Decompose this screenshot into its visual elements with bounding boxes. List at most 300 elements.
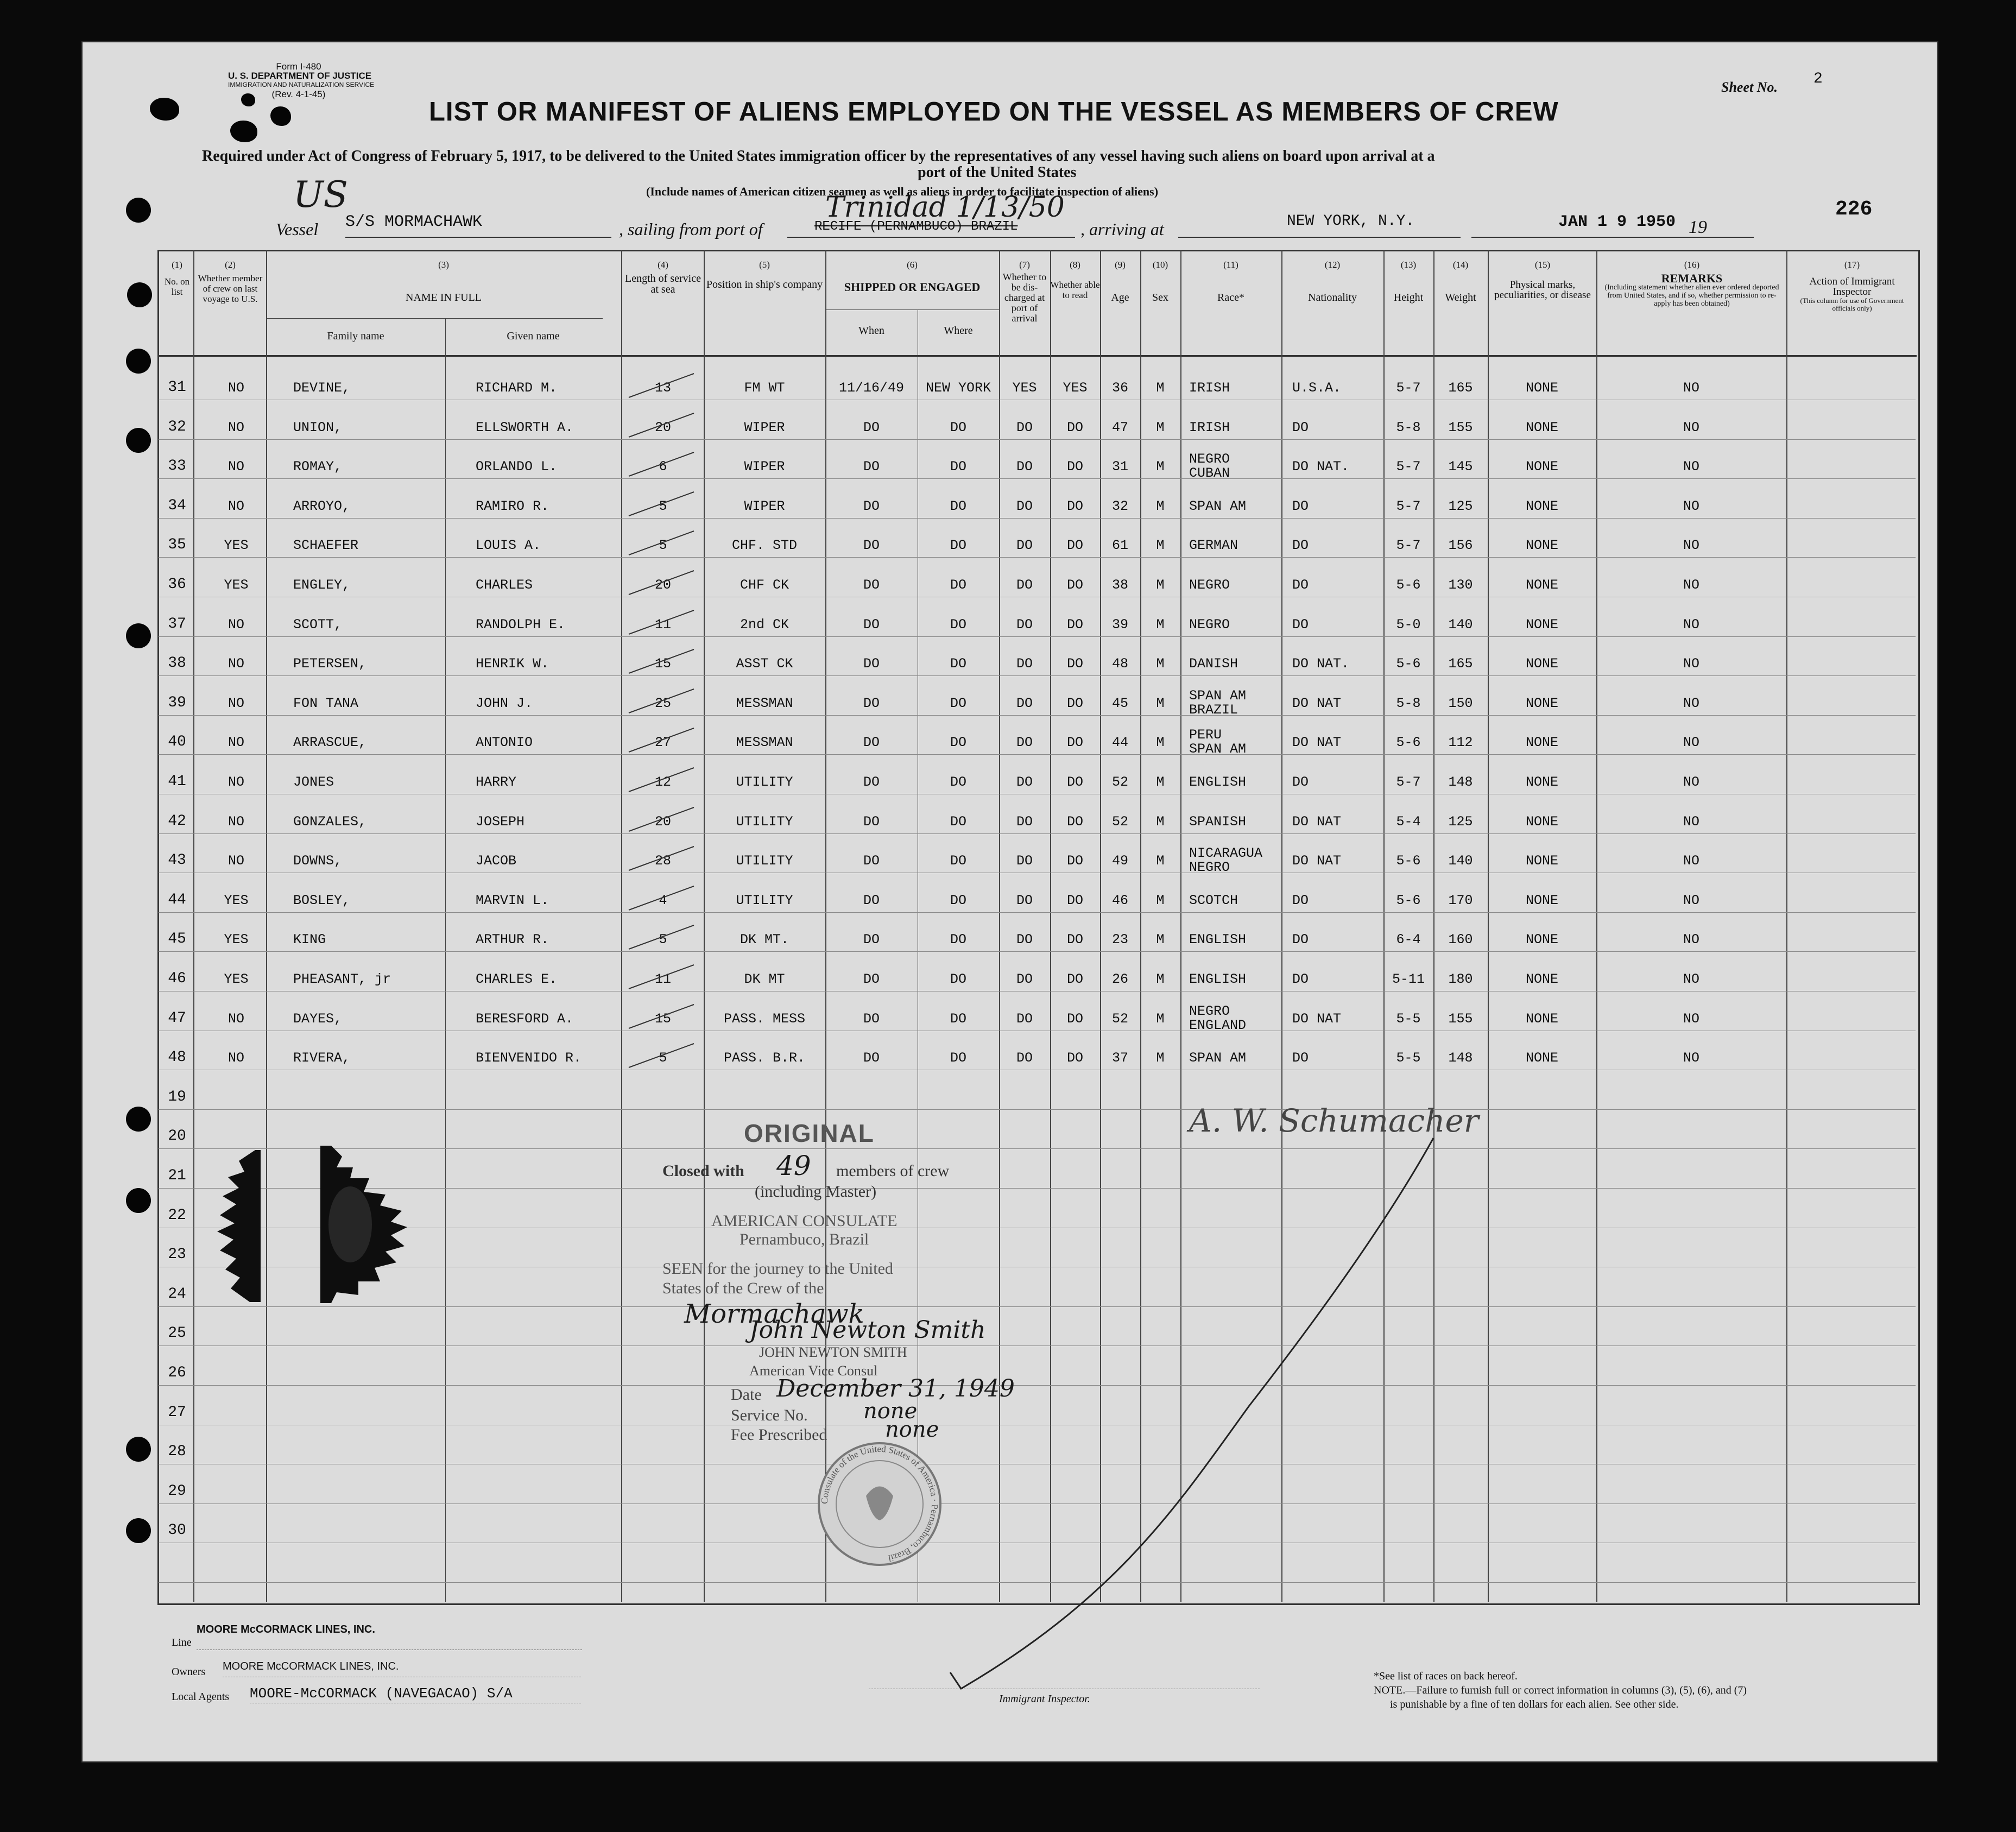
cell-position: WIPER — [744, 498, 785, 514]
cell-nat: DO NAT — [1292, 735, 1342, 751]
service-name: IMMIGRATION AND NATURALIZATION SERVICE — [228, 81, 375, 89]
cell-when: DO — [863, 1050, 880, 1066]
cell-family: SCOTT, — [293, 616, 343, 633]
fee-label: Fee Prescribed — [731, 1426, 827, 1444]
cell-where: DO — [950, 616, 966, 633]
row-number: 32 — [168, 418, 186, 435]
row-number: 42 — [168, 812, 186, 830]
cell-disch: DO — [1016, 1010, 1033, 1027]
row-number: 39 — [168, 694, 186, 711]
cell-disch: DO — [1016, 459, 1033, 475]
cell-marks: NONE — [1525, 498, 1558, 514]
cell-sex: M — [1156, 774, 1165, 790]
cell-age: 49 — [1111, 853, 1128, 869]
cell-marks: NONE — [1525, 774, 1558, 790]
consulate-seal — [814, 1439, 945, 1569]
cell-family: BOSLEY, — [293, 892, 351, 908]
cell-given: ANTONIO — [476, 735, 533, 751]
sailing-label: , sailing from port of — [619, 219, 763, 239]
port-underline — [787, 237, 1075, 238]
cell-nat: DO NAT. — [1292, 656, 1350, 672]
revision: (Rev. 4-1-45) — [271, 89, 326, 99]
cell-height: 5-6 — [1396, 656, 1421, 672]
cell-disch: DO — [1016, 419, 1033, 435]
cell-marks: NONE — [1525, 1050, 1558, 1066]
cell-position: ASST CK — [736, 656, 793, 672]
cell-remarks: NO — [1683, 971, 1699, 987]
cell-read: DO — [1066, 577, 1083, 593]
cell-age: 45 — [1111, 695, 1128, 711]
cell-sex: M — [1156, 1050, 1165, 1066]
tally-slash — [623, 606, 699, 639]
consul-name: JOHN NEWTON SMITH — [759, 1344, 907, 1360]
arriving-port: NEW YORK, N.Y. — [1287, 213, 1415, 230]
cell-disch: DO — [1016, 892, 1033, 908]
cell-read: DO — [1066, 656, 1083, 672]
cell-read: DO — [1066, 813, 1083, 830]
punch-hole — [126, 1437, 151, 1462]
cell-race-line2: BRAZIL — [1189, 702, 1238, 718]
cell-when: 11/16/49 — [838, 380, 905, 396]
sailing-port: RECIFE (PERNAMBUCO) BRAZIL — [814, 219, 1018, 234]
cell-service: 11 — [654, 971, 671, 987]
col-header-marks: (15) Physical marks, peculiarities, or disease — [1494, 260, 1591, 301]
cell-race-line2: NEGRO — [1189, 860, 1230, 876]
cell-prev: NO — [227, 695, 244, 711]
cell-read: DO — [1066, 1050, 1083, 1066]
cell-race: SPAN AM — [1189, 687, 1247, 704]
cell-given: RANDOLPH E. — [476, 616, 566, 633]
cell-race-line2: CUBAN — [1189, 465, 1230, 482]
cell-where: DO — [950, 971, 966, 987]
cell-service: 5 — [659, 1050, 667, 1066]
closed-with-label: Closed with — [662, 1162, 744, 1180]
row-number: 43 — [168, 852, 186, 869]
cell-weight: 125 — [1448, 813, 1473, 830]
cell-remarks: NO — [1683, 1010, 1699, 1027]
cell-service: 5 — [659, 498, 667, 514]
cell-read: DO — [1066, 538, 1083, 554]
col-line — [1488, 250, 1489, 1602]
cell-given: JACOB — [476, 853, 517, 869]
cell-disch: DO — [1016, 577, 1033, 593]
cell-weight: 130 — [1448, 577, 1473, 593]
row-rule — [159, 518, 1916, 519]
sheet-label: Sheet No. — [1721, 79, 1778, 95]
cell-given: CHARLES — [476, 577, 533, 593]
members-label: members of crew — [836, 1162, 950, 1180]
cell-age: 32 — [1111, 498, 1128, 514]
cell-nat: DO NAT — [1292, 813, 1342, 830]
col-header-read: (8) Whether able to read — [1050, 260, 1100, 300]
cell-where: DO — [950, 735, 966, 751]
row-number: 38 — [168, 655, 186, 672]
cell-age: 31 — [1111, 459, 1128, 475]
col-header-given: Given name — [507, 330, 560, 342]
cell-prev: YES — [224, 971, 249, 987]
cell-read: DO — [1066, 735, 1083, 751]
cell-service: 20 — [654, 577, 671, 593]
cell-sex: M — [1156, 538, 1165, 554]
row-number: 35 — [168, 536, 186, 554]
cell-disch: DO — [1016, 695, 1033, 711]
original-stamp: ORIGINAL — [744, 1119, 875, 1147]
cell-position: UTILITY — [736, 813, 793, 830]
col-line — [704, 250, 705, 1602]
cell-height: 5-8 — [1396, 419, 1421, 435]
cell-sex: M — [1156, 498, 1165, 514]
cell-remarks: NO — [1683, 1050, 1699, 1066]
cell-family: GONZALES, — [293, 813, 367, 830]
row-number: 28 — [168, 1443, 186, 1461]
cell-family: DEVINE, — [293, 380, 351, 396]
cell-where: DO — [950, 1010, 966, 1027]
cell-where: DO — [950, 498, 966, 514]
cell-prev: YES — [224, 538, 249, 554]
tally-slash — [623, 566, 699, 599]
cell-position: MESSMAN — [736, 735, 793, 751]
cell-weight: 155 — [1448, 419, 1473, 435]
cell-prev: NO — [227, 419, 244, 435]
owners-value: MOORE McCORMACK LINES, INC. — [223, 1660, 399, 1672]
cell-given: RICHARD M. — [476, 380, 558, 396]
cell-where: DO — [950, 892, 966, 908]
cell-nat: DO — [1292, 774, 1309, 790]
consulate-office: AMERICAN CONSULATE — [711, 1212, 898, 1230]
row-number: 45 — [168, 931, 186, 948]
cell-given: JOSEPH — [476, 813, 525, 830]
cell-disch: DO — [1016, 1050, 1033, 1066]
col-header-weight: (14) Weight — [1445, 260, 1476, 304]
cell-nat: DO — [1292, 1050, 1309, 1066]
cell-when: DO — [863, 853, 880, 869]
cell-sex: M — [1156, 853, 1165, 869]
row-rule — [159, 557, 1916, 558]
cell-marks: NONE — [1525, 735, 1558, 751]
subtitle-port: port of the United States — [918, 164, 1077, 181]
cell-remarks: NO — [1683, 932, 1699, 948]
consul-title: American Vice Consul — [749, 1363, 878, 1379]
cell-remarks: NO — [1683, 656, 1699, 672]
cell-position: WIPER — [744, 459, 785, 475]
punch-hole — [127, 282, 152, 307]
row-rule — [159, 478, 1916, 479]
cell-race: NEGRO — [1189, 577, 1230, 593]
form-number: Form I-480 — [276, 61, 321, 72]
footnote-penalty-2: is punishable by a fine of ten dollars for each alien. See other side. — [1390, 1698, 1679, 1710]
cell-age: 52 — [1111, 813, 1128, 830]
cell-prev: NO — [227, 656, 244, 672]
tally-slash — [623, 488, 699, 520]
cell-family: SCHAEFER — [293, 538, 359, 554]
cell-service: 25 — [654, 695, 671, 711]
col-header-race: (11) Race* — [1217, 260, 1244, 304]
cell-sex: M — [1156, 971, 1165, 987]
row-number: 23 — [168, 1246, 186, 1264]
cell-weight: 140 — [1448, 616, 1473, 633]
row-number: 19 — [168, 1088, 186, 1105]
cell-sex: M — [1156, 735, 1165, 751]
col-header-discharge: (7) Whether to be dis-charged at port of arrival — [1002, 260, 1047, 324]
cell-height: 5-7 — [1396, 774, 1421, 790]
cell-when: DO — [863, 774, 880, 790]
cell-weight: 148 — [1448, 1050, 1473, 1066]
fee-value: none — [885, 1417, 939, 1442]
cell-when: DO — [863, 932, 880, 948]
cell-disch: DO — [1016, 971, 1033, 987]
row-number: 47 — [168, 1009, 186, 1027]
row-rule — [159, 1109, 1916, 1110]
cell-family: DAYES, — [293, 1010, 343, 1027]
tally-slash — [623, 842, 699, 875]
col-line — [1786, 250, 1787, 1602]
cell-age: 23 — [1111, 932, 1128, 948]
footnote-races: *See list of races on back hereof. — [1374, 1670, 1518, 1682]
cell-given: ARTHUR R. — [476, 932, 549, 948]
cell-nat: DO — [1292, 971, 1309, 987]
cell-sex: M — [1156, 380, 1165, 396]
handwritten-port: Trinidad 1/13/50 — [825, 191, 1065, 224]
cell-age: 61 — [1111, 538, 1128, 554]
cell-read: DO — [1066, 774, 1083, 790]
footnote-penalty-1: NOTE.—Failure to furnish full or correct information in columns (3), (5), (6), and (7) — [1374, 1684, 1747, 1696]
col-header-shipped: (6) SHIPPED OR ENGAGED — [844, 260, 981, 294]
cell-prev: NO — [227, 853, 244, 869]
cell-read: DO — [1066, 932, 1083, 948]
cell-family: ENGLEY, — [293, 577, 351, 593]
arrival-date-stamp: JAN 1 9 1950 — [1558, 213, 1676, 231]
cell-nat: DO NAT — [1292, 853, 1342, 869]
cell-when: DO — [863, 419, 880, 435]
subtitle-requirement: Required under Act of Congress of February 5, 1917, to be delivered to the United States immigration officer by the representatives of any vessel having such aliens on board upon arrival at a — [202, 148, 1435, 165]
cell-disch: DO — [1016, 656, 1033, 672]
cell-age: 46 — [1111, 892, 1128, 908]
ink-blot — [270, 106, 291, 126]
tally-slash — [623, 724, 699, 756]
cell-age: 44 — [1111, 735, 1128, 751]
tally-slash — [623, 921, 699, 953]
cell-weight: 180 — [1448, 971, 1473, 987]
col-header-prev-voyage: (2) Whether member of crew on last voyage to U.S. — [198, 260, 263, 304]
tally-slash — [623, 685, 699, 717]
owners-label: Owners — [172, 1666, 206, 1678]
cell-read: DO — [1066, 853, 1083, 869]
cell-when: DO — [863, 498, 880, 514]
department: U. S. DEPARTMENT OF JUSTICE — [228, 71, 372, 81]
cell-sex: M — [1156, 577, 1165, 593]
cell-read: DO — [1066, 498, 1083, 514]
cell-position: 2nd CK — [740, 616, 789, 633]
arriving-underline — [1178, 237, 1461, 238]
date-underline — [1471, 237, 1754, 238]
punch-hole — [126, 1188, 151, 1213]
cell-height: 5-7 — [1396, 538, 1421, 554]
cell-family: RIVERA, — [293, 1050, 351, 1066]
cell-given: JOHN J. — [476, 695, 533, 711]
row-number: 25 — [168, 1325, 186, 1342]
cell-when: DO — [863, 577, 880, 593]
cell-race: IRISH — [1189, 380, 1230, 396]
tally-slash — [623, 1000, 699, 1033]
name-subheader-line — [266, 318, 603, 319]
cell-height: 5-0 — [1396, 616, 1421, 633]
cell-weight: 165 — [1448, 380, 1473, 396]
cell-nat: DO — [1292, 419, 1309, 435]
col-header-family: Family name — [327, 330, 384, 342]
ink-blot — [230, 121, 257, 142]
cell-given: HARRY — [476, 774, 517, 790]
cell-marks: NONE — [1525, 419, 1558, 435]
cell-weight: 148 — [1448, 774, 1473, 790]
seal-text: Consulate of the United States of America · Pernambuco, Brazil — [819, 1443, 940, 1564]
subtitle-note: (Include names of American citizen seamen as well as aliens in order to facilitate inspection of aliens) — [646, 185, 1159, 198]
cell-disch: DO — [1016, 932, 1033, 948]
cell-prev: YES — [224, 932, 249, 948]
cell-when: DO — [863, 971, 880, 987]
tally-slash — [623, 763, 699, 796]
cell-where: DO — [950, 1050, 966, 1066]
cell-height: 6-4 — [1396, 932, 1421, 948]
cell-nat: DO NAT. — [1292, 459, 1350, 475]
cell-disch: DO — [1016, 774, 1033, 790]
punch-hole — [126, 623, 151, 648]
cell-position: UTILITY — [736, 853, 793, 869]
cell-family: FON TANA — [293, 695, 359, 711]
cell-nat: DO NAT — [1292, 1010, 1342, 1027]
cell-marks: NONE — [1525, 932, 1558, 948]
col-header-position: (5) Position in ship's company — [706, 260, 823, 290]
cell-age: 52 — [1111, 774, 1128, 790]
crew-count: 49 — [776, 1150, 811, 1182]
row-number: 27 — [168, 1404, 186, 1421]
cell-race: NICARAGUA — [1189, 845, 1263, 862]
cell-age: 52 — [1111, 1010, 1128, 1027]
page-title: LIST OR MANIFEST OF ALIENS EMPLOYED ON THE VESSEL AS MEMBERS OF CREW — [429, 97, 1559, 127]
agents-label: Local Agents — [172, 1691, 230, 1703]
cell-remarks: NO — [1683, 892, 1699, 908]
cell-race: SPAN AM — [1189, 498, 1247, 514]
col-header-service: (4) Length of service at sea — [625, 260, 701, 295]
cell-read: YES — [1063, 380, 1088, 396]
row-number: 41 — [168, 773, 186, 790]
tally-slash — [623, 882, 699, 914]
tally-slash — [623, 448, 699, 481]
cell-weight: 155 — [1448, 1010, 1473, 1027]
handwritten-us: US — [293, 174, 348, 216]
cell-weight: 170 — [1448, 892, 1473, 908]
seen-line-2: States of the Crew of the — [662, 1279, 824, 1297]
cell-marks: NONE — [1525, 380, 1558, 396]
including-master: (including Master) — [755, 1183, 877, 1201]
row-rule — [159, 636, 1916, 637]
col-header-height: (13) Height — [1393, 260, 1424, 304]
cell-remarks: NO — [1683, 538, 1699, 554]
row-number: 37 — [168, 615, 186, 633]
cell-read: DO — [1066, 419, 1083, 435]
cell-nat: DO NAT — [1292, 695, 1342, 711]
cell-read: DO — [1066, 971, 1083, 987]
tally-slash — [623, 1039, 699, 1072]
cell-when: DO — [863, 616, 880, 633]
col-line — [445, 318, 446, 1602]
cell-remarks: NO — [1683, 419, 1699, 435]
cell-where: DO — [950, 774, 966, 790]
cell-where: DO — [950, 577, 966, 593]
tally-slash — [623, 527, 699, 559]
row-rule — [159, 715, 1916, 716]
col-header-name: (3) NAME IN FULL — [406, 260, 482, 304]
punch-hole — [126, 428, 151, 453]
cell-sex: M — [1156, 419, 1165, 435]
cell-age: 39 — [1111, 616, 1128, 633]
cell-weight: 160 — [1448, 932, 1473, 948]
cell-remarks: NO — [1683, 774, 1699, 790]
cell-race: ENGLISH — [1189, 774, 1247, 790]
punch-hole — [126, 1518, 151, 1543]
cell-where: DO — [950, 419, 966, 435]
cell-weight: 112 — [1448, 735, 1473, 751]
cell-weight: 140 — [1448, 853, 1473, 869]
row-number: 31 — [168, 379, 186, 396]
cell-prev: NO — [227, 1050, 244, 1066]
cell-position: PASS. MESS — [723, 1010, 806, 1027]
cell-given: BERESFORD A. — [476, 1010, 574, 1027]
cell-where: DO — [950, 459, 966, 475]
col-line — [621, 250, 622, 1602]
cell-given: BIENVENIDO R. — [476, 1050, 582, 1066]
ink-blot — [150, 98, 179, 121]
row-number: 48 — [168, 1049, 186, 1066]
col-header-action: (17) Action of Immigrant Inspector (This column for use of Government officials only) — [1800, 260, 1904, 312]
cell-sex: M — [1156, 892, 1165, 908]
cell-race: NEGRO — [1189, 616, 1230, 633]
cell-weight: 125 — [1448, 498, 1473, 514]
cell-weight: 145 — [1448, 459, 1473, 475]
cell-given: CHARLES E. — [476, 971, 558, 987]
cell-height: 5-5 — [1396, 1050, 1421, 1066]
row-rule — [159, 912, 1916, 913]
cell-prev: NO — [227, 616, 244, 633]
document-number: 226 — [1835, 198, 1873, 221]
cell-nat: DO — [1292, 538, 1309, 554]
cell-marks: NONE — [1525, 616, 1558, 633]
punch-hole — [126, 1107, 151, 1132]
cell-nat: U.S.A. — [1292, 380, 1342, 396]
cell-service: 11 — [654, 616, 671, 633]
cell-height: 5-5 — [1396, 1010, 1421, 1027]
cell-remarks: NO — [1683, 380, 1699, 396]
cell-read: DO — [1066, 459, 1083, 475]
row-number: 34 — [168, 497, 186, 514]
cell-height: 5-6 — [1396, 853, 1421, 869]
row-number: 36 — [168, 576, 186, 593]
col-header-where: Where — [944, 325, 973, 337]
cell-height: 5-7 — [1396, 459, 1421, 475]
cell-family: ARRASCUE, — [293, 735, 367, 751]
cell-marks: NONE — [1525, 1010, 1558, 1027]
cell-race: PERU — [1189, 727, 1222, 743]
vessel-name: S/S MORMACHAWK — [345, 213, 483, 231]
cell-when: DO — [863, 1010, 880, 1027]
vessel-underline — [345, 237, 611, 238]
cell-prev: NO — [227, 498, 244, 514]
sheet-number: 2 — [1813, 71, 1823, 87]
cell-remarks: NO — [1683, 735, 1699, 751]
cell-age: 37 — [1111, 1050, 1128, 1066]
col-header-sex: (10) Sex — [1152, 260, 1168, 304]
col-header-when: When — [858, 325, 884, 337]
row-rule — [159, 754, 1916, 755]
